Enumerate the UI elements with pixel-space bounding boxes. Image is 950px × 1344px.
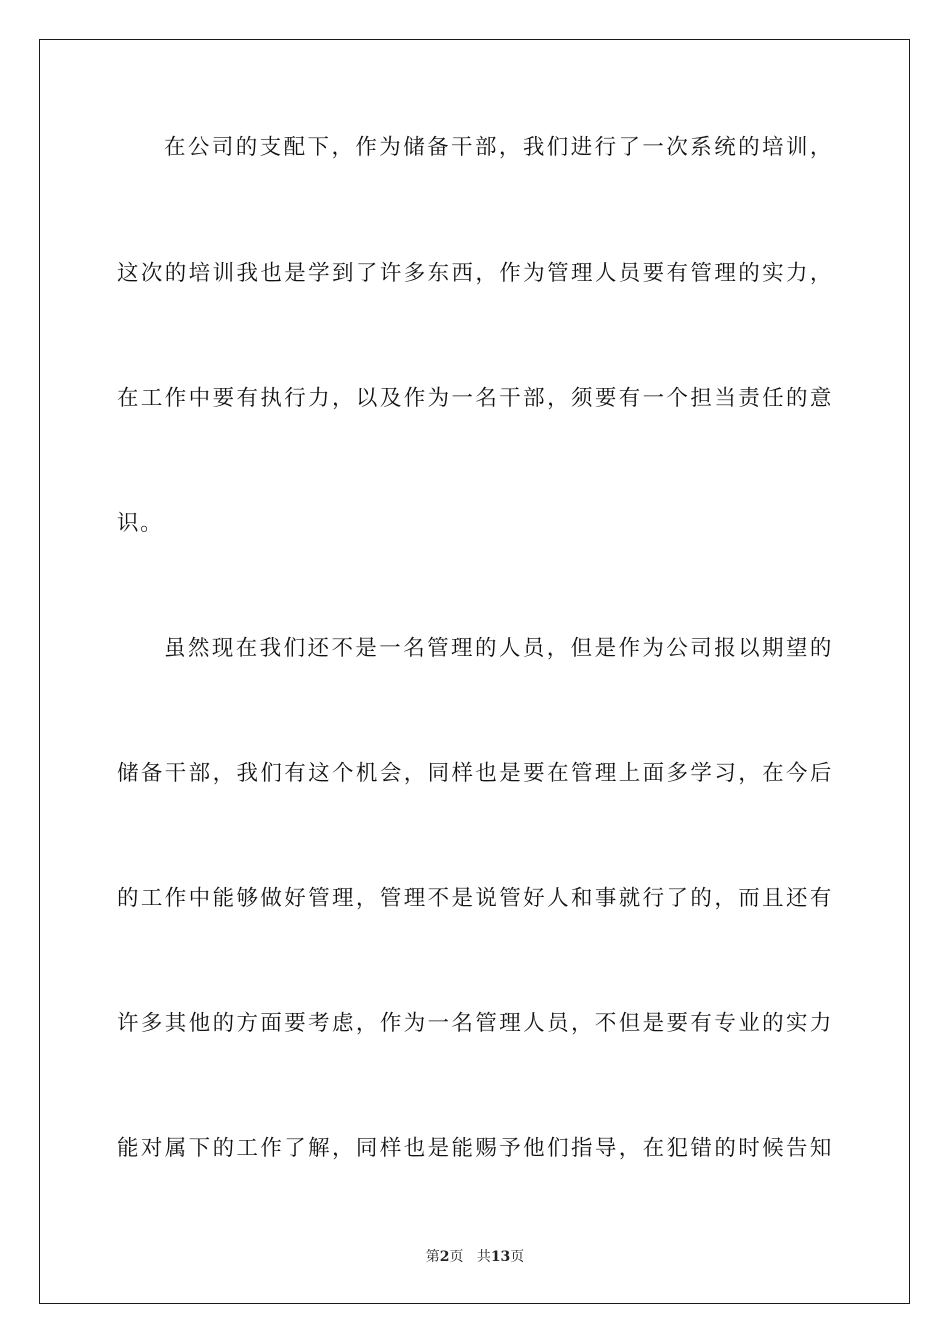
paragraph-1-line-4: 识。 <box>117 511 164 536</box>
page-number-footer <box>0 1246 950 1266</box>
paragraph-2-line-5: 能对属下的工作了解，同样也是能赐予他们指导，在犯错的时候告知 <box>117 1136 833 1161</box>
total-suffix: 页 <box>510 1249 525 1265</box>
page-current: 2 <box>439 1249 450 1265</box>
paragraph-2-line-3: 的工作中能够做好管理，管理不是说管好人和事就行了的，而且还有 <box>117 886 833 911</box>
page-frame <box>39 39 910 1304</box>
paragraph-2-line-4: 许多其他的方面要考虑，作为一名管理人员，不但是要有专业的实力 <box>117 1011 833 1036</box>
paragraph-2-line-2: 储备干部，我们有这个机会，同样也是要在管理上面多学习，在今后 <box>117 761 833 786</box>
paragraph-1-line-3: 在工作中要有执行力，以及作为一名干部，须要有一个担当责任的意 <box>117 386 833 411</box>
paragraph-1-line-1: 在公司的支配下，作为储备干部，我们进行了一次系统的培训， <box>164 135 833 160</box>
paragraph-2-line-1: 虽然现在我们还不是一名管理的人员，但是作为公司报以期望的 <box>164 636 833 661</box>
page-prefix: 第 <box>425 1249 440 1265</box>
total-prefix: 共 <box>476 1249 491 1265</box>
total-pages: 13 <box>490 1249 511 1265</box>
paragraph-1-line-2: 这次的培训我也是学到了许多东西，作为管理人员要有管理的实力， <box>117 261 833 286</box>
page-suffix: 页 <box>449 1249 464 1265</box>
